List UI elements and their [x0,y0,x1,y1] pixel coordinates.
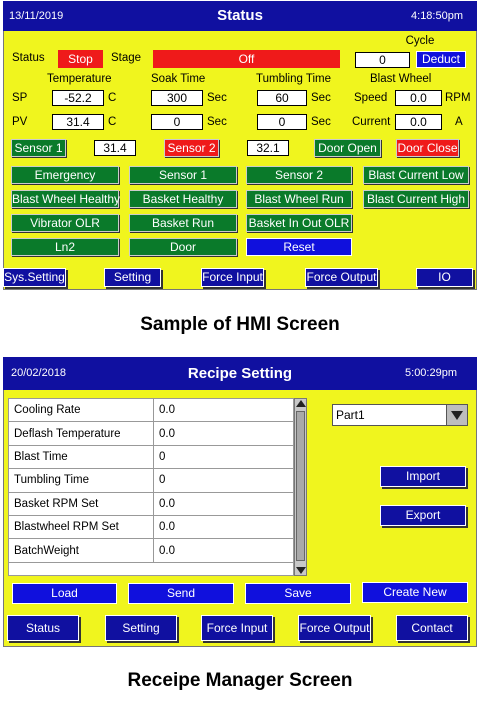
temperature-header: Temperature [47,73,112,85]
param-name: Tumbling Time [9,469,154,492]
nav-status-button[interactable]: Status [7,615,79,641]
soak-time-header: Soak Time [151,73,206,85]
recipe-date: 20/02/2018 [11,367,67,379]
import-button[interactable]: Import [380,466,466,487]
param-value[interactable]: 0 [154,445,294,468]
param-name: Blast Time [9,445,154,468]
door-indicator: Door [129,238,237,256]
blast-wheel-run-indicator: Blast Wheel Run [246,190,352,208]
recipe-select[interactable] [332,404,468,426]
basket-in-out-olr-indicator: Basket In Out OLR [246,214,352,232]
nav-setting-button[interactable]: Setting [104,268,161,287]
speed-label: Speed [354,92,388,104]
param-name: Deflash Temperature [9,422,154,445]
pv-tumbling-time-field: 0 [257,114,307,130]
send-button[interactable]: Send [128,583,234,604]
nav-force-output-button[interactable]: Force Output [305,268,378,287]
status-title-bar [3,1,477,31]
table-row[interactable] [9,539,294,562]
sp-temperature-field[interactable]: -52.2 [52,90,104,106]
ln2-indicator: Ln2 [11,238,119,256]
stage-value-indicator: Off [153,50,340,68]
sensor-2-indicator: Sensor 2 [164,139,219,157]
speed-unit: RPM [445,92,471,104]
load-button[interactable]: Load [12,583,117,604]
blast-wheel-speed-field[interactable]: 0.0 [395,90,442,106]
scroll-up-icon[interactable] [296,400,306,407]
table-row[interactable] [9,422,294,445]
scroll-thumb[interactable] [296,411,305,561]
nav-io-button[interactable]: IO [416,268,473,287]
basket-run-indicator: Basket Run [129,214,237,232]
blast-current-high-indicator: Blast Current High [363,190,469,208]
caption-recipe-manager: Receipe Manager Screen [127,670,353,691]
sensor-1-value: 31.4 [94,140,136,156]
reset-button[interactable]: Reset [246,238,352,256]
table-row[interactable] [9,515,294,538]
cycle-label: Cycle [405,35,435,47]
dropdown-arrow-button[interactable] [446,405,467,425]
caption-hmi-screen: Sample of HMI Screen [140,314,340,335]
status-label: Status [12,52,45,64]
table-row[interactable] [9,492,294,515]
sp-temperature-unit: C [108,92,117,104]
create-new-button[interactable]: Create New [362,582,468,603]
basket-healthy-indicator: Basket Healthy [129,190,237,208]
blast-wheel-header: Blast Wheel [370,73,432,85]
door-close-indicator: Door Close [397,141,458,155]
nav-force-input-button[interactable]: Force Input [201,615,273,641]
sp-label: SP [12,92,28,104]
param-value[interactable]: 0.0 [154,399,294,422]
current-unit: A [455,116,463,128]
pv-temperature-unit: C [108,116,117,128]
sp-soak-unit: Sec [207,92,227,104]
scroll-down-icon[interactable] [296,567,306,574]
blast-current-low-indicator: Blast Current Low [363,166,469,184]
pv-temperature-field: 31.4 [52,114,104,130]
deduct-button[interactable]: Deduct [416,51,466,68]
sensor-2-status-indicator: Sensor 2 [246,166,352,184]
param-name: Blastwheel RPM Set [9,515,154,538]
param-value[interactable]: 0.0 [154,492,294,515]
nav-force-output-button[interactable]: Force Output [298,615,371,641]
pv-label: PV [12,116,28,128]
param-name: BatchWeight [9,539,154,562]
cycle-value-field: 0 [355,52,410,68]
tumbling-time-header: Tumbling Time [256,73,331,85]
nav-contact-button[interactable]: Contact [396,615,468,641]
recipe-title: Recipe Setting [187,365,293,382]
recipe-select-value: Part1 [336,408,365,422]
param-value[interactable]: 0.0 [154,422,294,445]
table-row[interactable] [9,469,294,492]
blast-wheel-healthy-indicator: Blast Wheel Healthy [12,192,121,206]
sensor-2-value: 32.1 [247,140,289,156]
table-row[interactable] [9,445,294,468]
sensor-1-status-indicator: Sensor 1 [129,166,237,184]
param-value[interactable]: 0.0 [154,539,294,562]
recipe-table [8,398,294,563]
param-name: Cooling Rate [9,399,154,422]
recipe-title-bar [3,357,477,390]
table-scrollbar[interactable] [294,398,307,576]
save-button[interactable]: Save [245,583,351,604]
status-time: 4:18:50pm [411,10,463,22]
pv-soak-time-field: 0 [151,114,203,130]
export-button[interactable]: Export [380,505,466,526]
recipe-time: 5:00:29pm [405,367,457,379]
status-date: 13/11/2019 [9,10,64,22]
sp-soak-time-field[interactable]: 300 [151,90,203,106]
sp-tumbling-time-field[interactable]: 60 [257,90,307,106]
param-value[interactable]: 0.0 [154,515,294,538]
nav-sys-setting-button[interactable]: Sys.Setting [3,268,66,287]
door-open-indicator: Door Open [314,139,381,157]
table-row[interactable] [9,399,294,422]
status-title: Status [217,7,263,24]
sensor-1-indicator: Sensor 1 [11,139,66,157]
chevron-down-icon [451,411,463,420]
emergency-indicator: Emergency [11,166,119,184]
param-name: Basket RPM Set [9,492,154,515]
pv-tumbling-unit: Sec [311,116,331,128]
param-value[interactable]: 0 [154,469,294,492]
pv-soak-unit: Sec [207,116,227,128]
vibrator-olr-indicator: Vibrator OLR [11,214,119,232]
status-value-indicator: Stop [58,50,103,68]
nav-force-input-button[interactable]: Force Input [201,268,264,287]
nav-setting-button[interactable]: Setting [105,615,177,641]
current-label: Current [352,116,391,128]
blast-wheel-current-field: 0.0 [395,114,442,130]
sp-tumbling-unit: Sec [311,92,331,104]
stage-label: Stage [111,52,142,64]
